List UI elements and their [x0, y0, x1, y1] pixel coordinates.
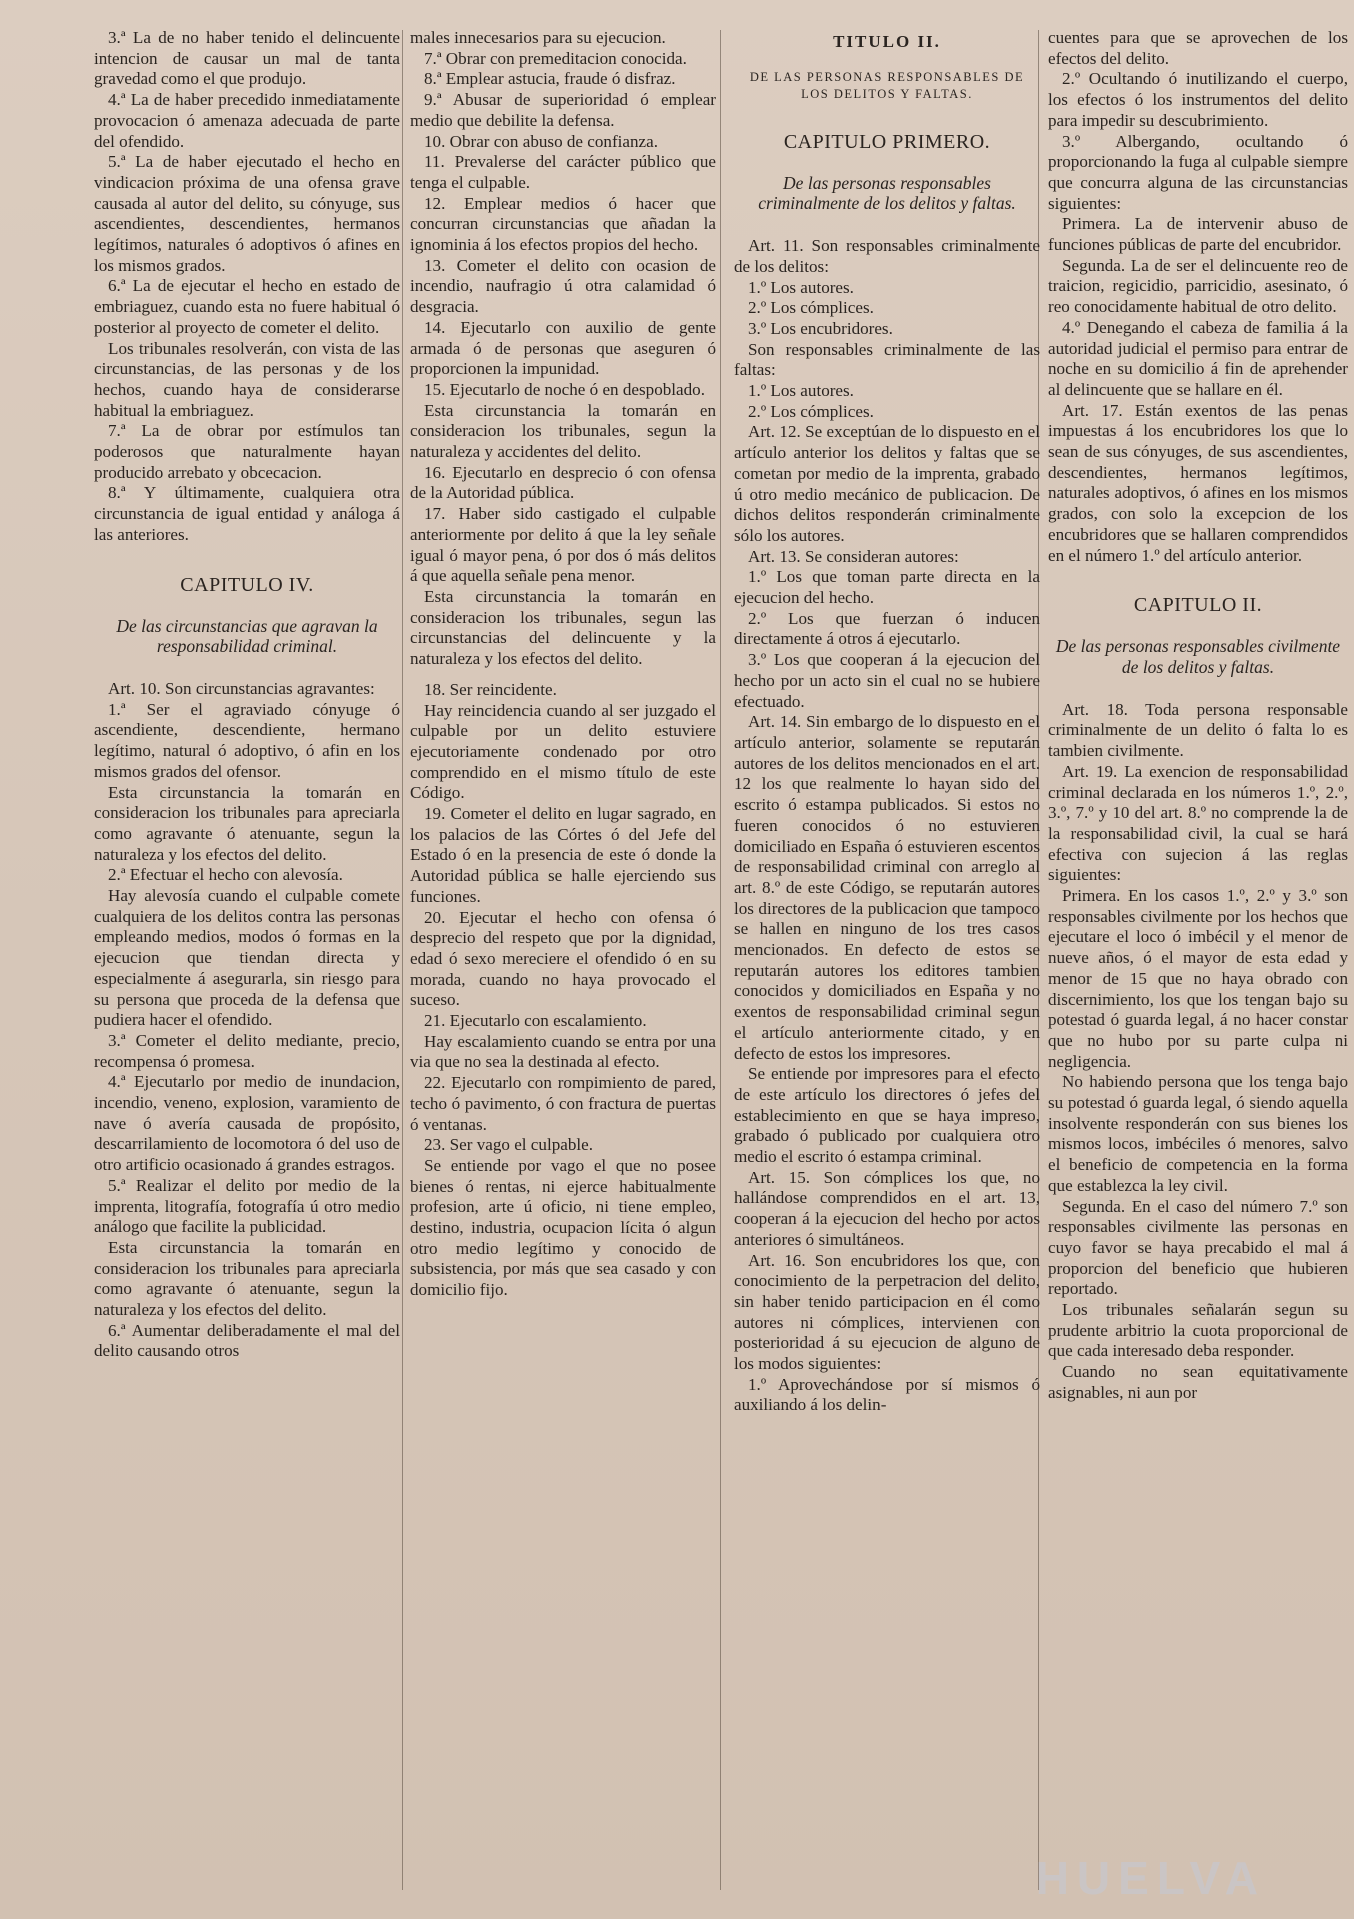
paragraph: 11. Prevalerse del carácter público que tenga el culpable.: [410, 152, 716, 192]
paragraph: 3.º Los encubridores.: [748, 318, 893, 338]
paragraph: 8.ª Emplear astucia, fraude ó disfraz.: [424, 69, 676, 89]
paragraph: 2.º Los cómplices.: [748, 298, 874, 318]
chapter-subtitle: De las personas responsables civilmente de los delitos y faltas.: [1055, 636, 1341, 677]
paragraph: 2.º Ocultando ó inutilizando el cuerpo, los efectos ó los instrumentos del delito para impedir su descubrimiento.: [1048, 69, 1348, 130]
text-column-4: [1048, 28, 1348, 1898]
paragraph: Los tribunales resolverán, con vista de las circunstancias, de las personas y de los hechos, cuando haya de considerarse habitual la embriaguez.: [94, 338, 400, 420]
paragraph: 13. Cometer el delito con ocasion de incendio, naufragio ú otra calamidad ó desgracia.: [410, 255, 716, 317]
paragraph: 8.ª Y últimamente, cualquiera otra circunstancia de igual entidad y análoga á las anteriores.: [94, 483, 400, 544]
paragraph: 2.ª Efectuar el hecho con alevosía.: [108, 865, 343, 885]
column-rule: [402, 30, 403, 1890]
paragraph: 4.ª La de haber precedido inmediatamente provocacion ó amenaza adecuada de parte del ofendido.: [94, 90, 400, 151]
chapter-heading: CAPITULO IV.: [180, 573, 314, 596]
paragraph: 3.º Albergando, ocultando ó proporcionando la fuga al culpable siempre que concurra alguna de las circunstancias siguientes:: [1048, 131, 1348, 213]
paragraph: 15. Ejecutarlo de noche ó en despoblado.: [424, 379, 706, 399]
paragraph: 7.ª Obrar con premeditacion conocida.: [424, 48, 687, 68]
text-column-3: [734, 28, 1040, 1898]
paragraph: 22. Ejecutarlo con rompimiento de pared, techo ó pavimento, ó con fractura de puertas ó ventanas.: [410, 1073, 716, 1134]
paragraph: 19. Cometer el delito en lugar sagrado, en los palacios de las Córtes ó del Jefe del Estado ó en la presencia de este ó donde la Autoridad pública se halle ejerciendo sus funciones.: [410, 804, 716, 906]
paragraph: Segunda. La de ser el delincuente reo de traicion, regicidio, parricidio, asesinato, ó reo conocidamente habitual de otro delito.: [1048, 255, 1348, 317]
paragraph: 12. Emplear medios ó hacer que concurran circunstancias que añadan la ignominia á los efectos propios del hecho.: [410, 193, 716, 255]
paragraph: Esta circunstancia la tomarán en consideracion los tribunales para apreciarla como agravante ó atenuante, segun la naturaleza y los efectos del delito.: [94, 782, 400, 864]
paragraph: 2.º Los que fuerzan ó inducen directamente á otros á ejecutarlo.: [734, 608, 1040, 649]
paragraph: Los tribunales señalarán segun su prudente arbitrio la cuota proporcional de que cada interesado deba responder.: [1048, 1300, 1348, 1361]
paragraph: 3.ª La de no haber tenido el delincuente intencion de causar un mal de tanta gravedad como el que produjo.: [94, 28, 400, 89]
paragraph: 2.º Los cómplices.: [748, 401, 874, 421]
paragraph: 3.ª Cometer el delito mediante, precio, recompensa ó promesa.: [94, 1030, 400, 1071]
paragraph: Art. 19. La exencion de responsabilidad criminal declarada en los números 1.º, 2.º, 3.º, 7.º y 10 del art. 8.º no comprende la de la responsabilidad civil, la cual se hará efectiva con sujecion á las reglas siguientes:: [1048, 761, 1348, 885]
paragraph: Art. 11. Son responsables criminalmente de los delitos:: [734, 236, 1040, 276]
paragraph: 10. Obrar con abuso de confianza.: [424, 131, 658, 151]
paragraph: 5.ª La de haber ejecutado el hecho en vindicacion próxima de una ofensa grave causada al autor del delito, su cónyuge, sus ascendientes, descendientes, hermanos legítimos, naturales ó adoptivos ó afines en los mismos grados.: [94, 152, 400, 275]
paragraph: 17. Haber sido castigado el culpable anteriormente por delito á que la ley señale igual ó mayor pena, ó por dos ó más delitos á que aquella señale pena menor.: [410, 504, 716, 586]
paragraph: 1.º Los que toman parte directa en la ejecucion del hecho.: [734, 567, 1040, 608]
paragraph: Art. 17. Están exentos de las penas impuestas á los encubridores los que lo sean de sus cónyuges, de sus ascendientes, descendientes, hermanos legítimos, naturales adoptivos, ó afines en los mismos grados, con solo la excepcion de los encubridores que se hallaren comprendidos en el número 1.º del artículo anterior.: [1048, 400, 1348, 565]
paragraph: 6.ª Aumentar deliberadamente el mal del delito causando otros: [94, 1320, 400, 1361]
chapter-heading: CAPITULO PRIMERO.: [783, 130, 991, 153]
title-subheading: DE LAS PERSONAS RESPONSABLES DE LOS DELITOS Y FALTAS.: [749, 69, 1025, 101]
paragraph: Hay alevosía cuando el culpable comete cualquiera de los delitos contra las personas empleando medios, modos ó formas en la ejecucion que tiendan directa y especialmente á asegurarla, sin riesgo para su persona que proceda de la defensa que pudiera hacer el ofendido.: [94, 886, 400, 1030]
paragraph: males innecesarios para su ejecucion.: [410, 28, 666, 47]
paragraph: 14. Ejecutarlo con auxilio de gente armada ó de personas que aseguren ó proporcionen la impunidad.: [410, 317, 716, 379]
paragraph: Hay escalamiento cuando se entra por una via que no sea la destinada al efecto.: [410, 1031, 716, 1072]
paragraph: Art. 13. Se consideran autores:: [748, 546, 959, 566]
archive-watermark: HUELVA: [1035, 1852, 1266, 1904]
paragraph: 3.º Los que cooperan á la ejecucion del hecho por un acto sin el cual no se hubiere efectuado.: [734, 650, 1040, 711]
paragraph: Primera. La de intervenir abuso de funciones públicas de parte del encubridor.: [1048, 214, 1348, 255]
paragraph: Cuando no sean equitativamente asignables, ni aun por: [1048, 1362, 1348, 1402]
paragraph: 16. Ejecutarlo en desprecio ó con ofensa de la Autoridad pública.: [410, 462, 716, 503]
paragraph: 6.ª La de ejecutar el hecho en estado de embriaguez, cuando esta no fuere habitual ó posterior al proyecto de cometer el delito.: [94, 276, 400, 337]
paragraph: 1.º Los autores.: [748, 381, 854, 401]
paragraph: cuentes para que se aprovechen de los efectos del delito.: [1048, 28, 1348, 68]
paragraph: 18. Ser reincidente.: [424, 679, 557, 699]
column-rule: [720, 30, 721, 1890]
paragraph: 9.ª Abusar de superioridad ó emplear medio que debilite la defensa.: [410, 90, 716, 130]
chapter-subtitle: De las circunstancias que agravan la responsabilidad criminal.: [116, 615, 378, 657]
paragraph: 7.ª La de obrar por estímulos tan poderosos que naturalmente hayan producido arrebato y obcecacion.: [94, 421, 400, 482]
paragraph: 1.º Los autores.: [748, 277, 854, 297]
paragraph: Art. 18. Toda persona responsable criminalmente de un delito ó falta lo es tambien civilmente.: [1048, 699, 1348, 761]
paragraph: Primera. En los casos 1.º, 2.º y 3.º son responsables civilmente por los hechos que ejecutare el loco ó imbécil y el menor de nueve años, ó el mayor de esta edad y menor de 15 que no haya obrado con discernimiento, los que los tengan bajo su potestad ó guarda legal, á no hacer constar que no hubo por su parte culpa ni negligencia.: [1048, 886, 1348, 1071]
title-heading: TITULO II.: [833, 32, 941, 51]
paragraph: Se entiende por vago el que no posee bienes ó rentas, ni ejerce habitualmente profesion, arte ú oficio, ni tiene empleo, destino, industria, ocupacion lícita ó algun otro medio legítimo y conocido de subsistencia, por más que sea casado y con domicilio fijo.: [410, 1155, 716, 1300]
paragraph: Esta circunstancia la tomarán en consideracion los tribunales para apreciarla como agravante ó atenuante, segun la naturaleza y los efectos del delito.: [94, 1237, 400, 1320]
chapter-subtitle: De las personas responsables criminalmente de los delitos y faltas.: [758, 172, 1016, 214]
paragraph: 23. Ser vago el culpable.: [424, 1135, 593, 1155]
paragraph: Art. 15. Son cómplices los que, no hallándose comprendidos en el art. 13, cooperan á la ejecucion del hecho por actos anteriores ó simultáneos.: [734, 1167, 1040, 1249]
chapter-heading: CAPITULO II.: [1133, 594, 1263, 617]
paragraph: Son responsables criminalmente de las faltas:: [734, 339, 1040, 380]
paragraph: Se entiende por impresores para el efecto de este artículo los directores ó jefes del establecimiento en que se haya impreso, grabado ó publicado por cualquiera otro medio el escrito ó estampa criminal.: [734, 1064, 1040, 1167]
paragraph: 5.ª Realizar el delito por medio de la imprenta, litografía, fotografía ú otro medio análogo que facilite la publicidad.: [94, 1175, 400, 1237]
paragraph: Art. 14. Sin embargo de lo dispuesto en el artículo anterior, solamente se reputarán autores de los delitos mencionados en el art. 12 los que realmente lo hayan sido del escrito ó estampa publicados. Si estos no fueren conocidos ó no estuvieren domiciliado en España ó estuvieren escentos de responsabilidad criminal con arreglo al art. 8.º de este Código, se reputarán autores los directores de la publicacion que tampoco se hallen en ninguno de los tres casos mencionados. En defecto de estos se reputarán autores los editores tambien conocidos y domiciliados en España y no exentos de responsabilidad criminal segun el artículo anteriormente citado, y en defecto de estos los impresores.: [734, 712, 1040, 1063]
paragraph: Art. 16. Son encubridores los que, con conocimiento de la perpetracion del delito, sin haber tenido participacion en él como autores ni cómplices, intervienen con posterioridad á su ejecucion de alguno de los modos siguientes:: [734, 1250, 1040, 1374]
paragraph: 4.º Denegando el cabeza de familia á la autoridad judicial el permiso para entrar de noche en su domicilio á fin de aprehender al delincuente que se hallare en él.: [1048, 317, 1348, 399]
paragraph: Esta circunstancia la tomarán en consideracion los tribunales, segun las circunstancias del delincuente y la naturaleza y los efectos del delito.: [410, 586, 716, 669]
paragraph: 4.ª Ejecutarlo por medio de inundacion, incendio, veneno, explosion, varamiento de nave ó avería causada de propósito, descarrilamiento de locomotora ó del uso de otro artificio ocasionado á grandes estragos.: [94, 1072, 400, 1175]
paragraph: 20. Ejecutar el hecho con ofensa ó desprecio del respeto que por la dignidad, edad ó sexo mereciere el ofendido ó en su morada, cuando no haya provocado el suceso.: [410, 907, 716, 1010]
paragraph: 1.ª Ser el agraviado cónyuge ó ascendiente, descendiente, hermano legítimo, natural ó adoptivo, ó afin en los mismos grados del ofensor.: [94, 699, 400, 781]
paragraph: 21. Ejecutarlo con escalamiento.: [424, 1011, 647, 1031]
text-column-1: [94, 28, 400, 1898]
paragraph: Segunda. En el caso del número 7.º son responsables civilmente las personas en cuyo favor se haya precabido el mal á proporcion del beneficio que hubieren reportado.: [1048, 1196, 1348, 1299]
paragraph: Esta circunstancia la tomarán en consideracion los tribunales, segun la naturaleza y accidentes del delito.: [410, 400, 716, 462]
text-column-2: [410, 28, 716, 1898]
paragraph: Hay reincidencia cuando al ser juzgado el culpable por un delito estuviere ejecutoriamente condenado por otro comprendido en el mismo título de este Código.: [410, 700, 716, 803]
paragraph: 1.º Aprovechándose por sí mismos ó auxiliando á los delin-: [734, 1374, 1040, 1415]
paragraph: Art. 12. Se exceptúan de lo dispuesto en el artículo anterior los delitos y faltas que se cometan por medio de la imprenta, grabado ú otro medio mecánico de publicacion. De dichos delitos responderán criminalmente sólo los autores.: [734, 422, 1040, 545]
paragraph: Art. 10. Son circunstancias agravantes:: [108, 678, 375, 698]
paragraph: No habiendo persona que los tenga bajo su potestad ó guarda legal, ó siendo aquella insolvente responderán con sus bienes los mismos locos, imbéciles ó menores, salvo el beneficio de competencia en la forma que establezca la ley civil.: [1048, 1072, 1348, 1195]
